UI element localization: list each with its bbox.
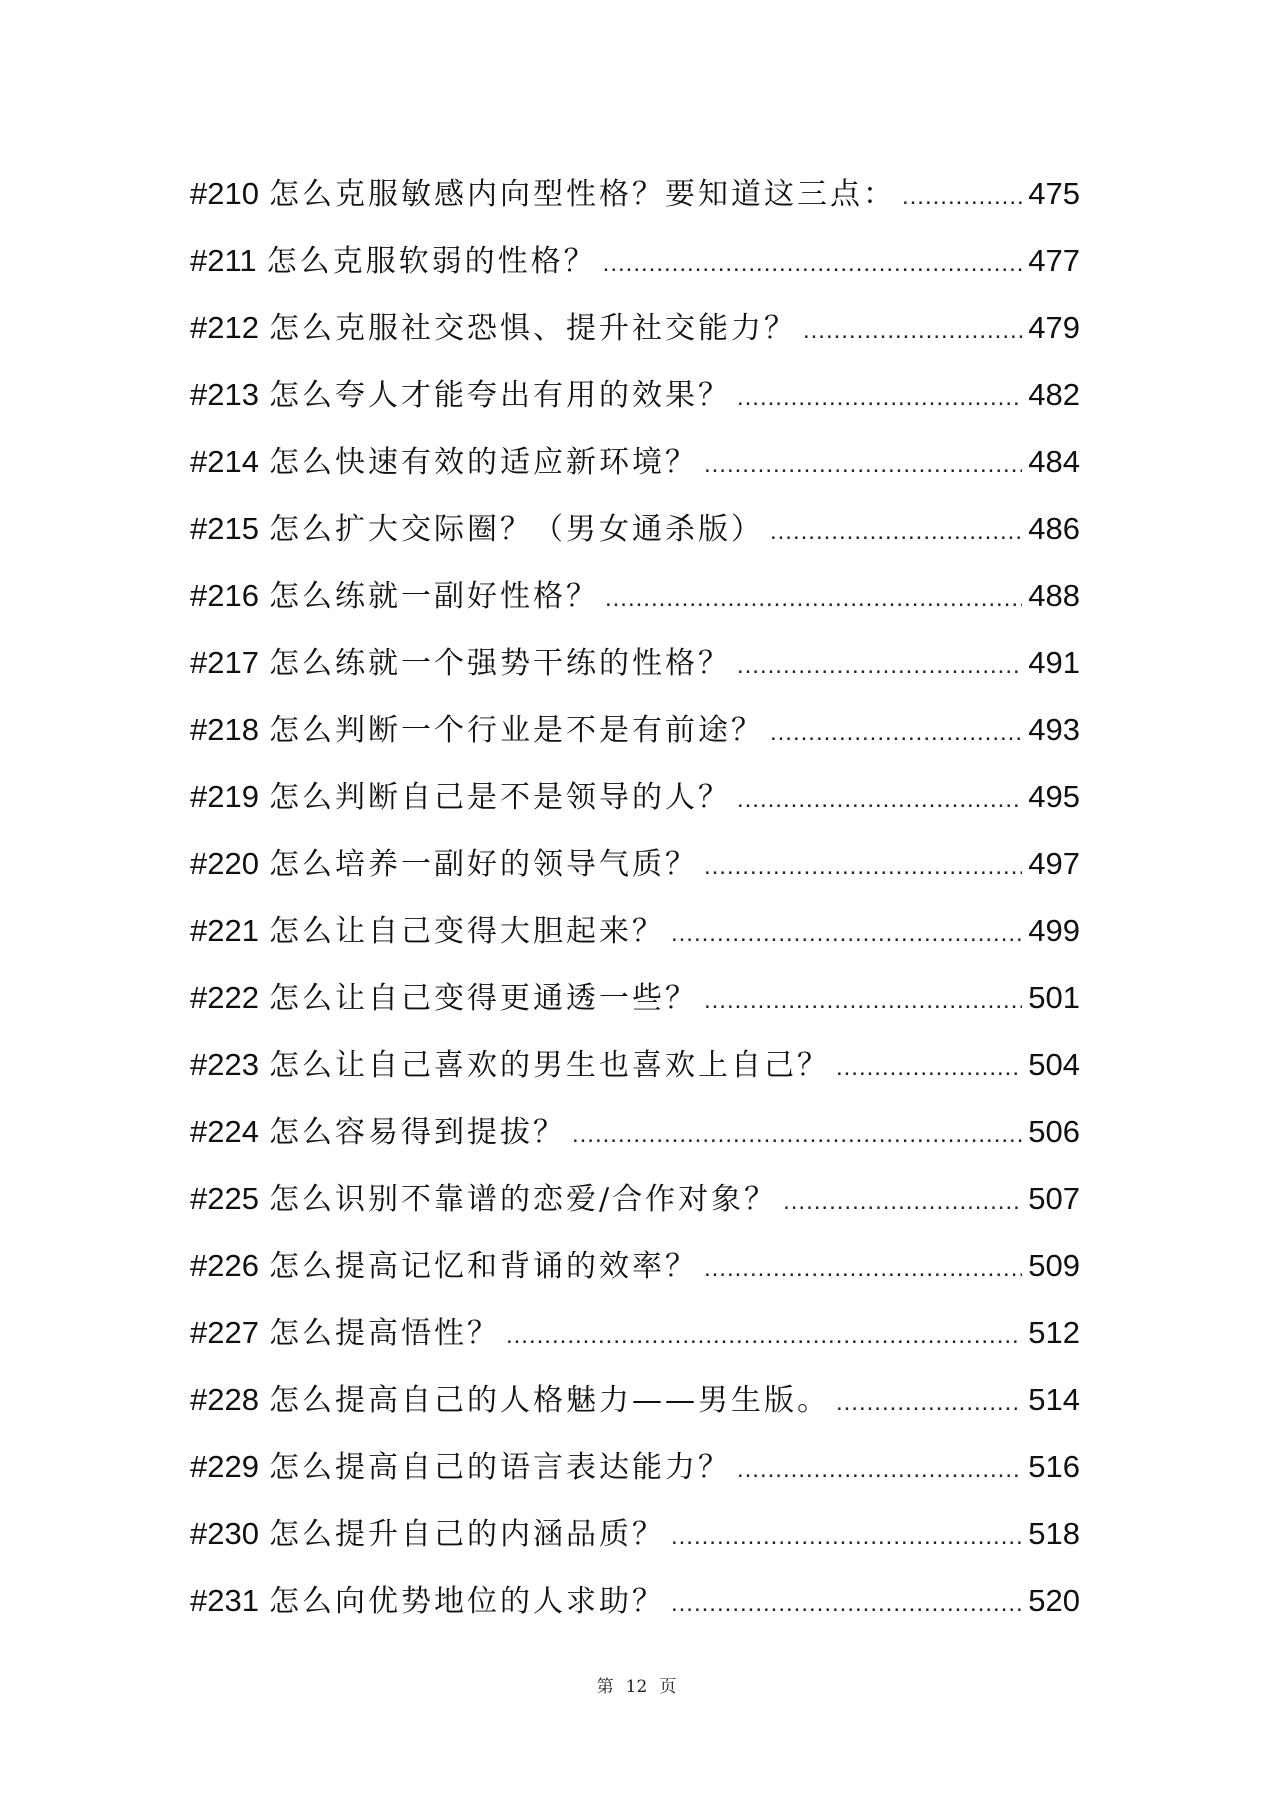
entry-title: 怎么让自己变得更通透一些？	[268, 981, 698, 1016]
entry-number: #230	[190, 1516, 259, 1551]
toc-entry[interactable]	[190, 629, 1080, 696]
entry-title: 怎么判断自己是不是领导的人？	[268, 780, 731, 815]
entry-page-number: 499	[1028, 913, 1080, 948]
toc-entry[interactable]	[190, 495, 1080, 562]
toc-entry[interactable]	[190, 897, 1080, 964]
toc-entry[interactable]	[190, 160, 1080, 227]
entry-page-number: 493	[1028, 712, 1080, 747]
entry-page-number: 518	[1028, 1516, 1080, 1551]
toc-entry[interactable]	[190, 227, 1080, 294]
toc-entry[interactable]	[190, 1098, 1080, 1165]
entry-title: 怎么提升自己的内涵品质？	[268, 1517, 665, 1552]
footer-prefix: 第	[596, 1677, 614, 1697]
entry-title: 怎么练就一副好性格？	[268, 579, 599, 614]
entry-title: 怎么提高悟性？	[268, 1316, 500, 1351]
entry-page-number: 507	[1028, 1181, 1080, 1216]
entry-number: #222	[190, 980, 259, 1015]
entry-page-number: 504	[1028, 1047, 1080, 1082]
entry-title: 怎么提高自己的人格魅力——男生版。	[268, 1383, 830, 1418]
dot-leader	[737, 766, 1022, 833]
dot-leader	[671, 1503, 1022, 1570]
entry-number: #228	[190, 1382, 259, 1417]
entry-page-number: 516	[1028, 1449, 1080, 1484]
entry-title: 怎么容易得到提拔？	[268, 1115, 566, 1150]
dot-leader	[737, 632, 1022, 699]
toc-entry[interactable]	[190, 1433, 1080, 1500]
entry-number: #211	[190, 243, 257, 278]
entry-number: #231	[190, 1583, 259, 1618]
page-footer	[0, 1672, 1273, 1697]
toc-entry[interactable]	[190, 1165, 1080, 1232]
entry-number: #221	[190, 913, 259, 948]
entry-page-number: 484	[1028, 444, 1080, 479]
entry-number: #216	[190, 578, 259, 613]
entry-title: 怎么夸人才能夸出有用的效果？	[268, 378, 731, 413]
dot-leader	[902, 163, 1022, 230]
entry-page-number: 520	[1028, 1583, 1080, 1618]
dot-leader	[704, 431, 1022, 498]
entry-page-number: 495	[1028, 779, 1080, 814]
dot-leader	[671, 900, 1022, 967]
entry-title: 怎么克服软弱的性格？	[266, 244, 597, 279]
dot-leader	[737, 364, 1022, 431]
entry-title: 怎么让自己喜欢的男生也喜欢上自己？	[268, 1048, 830, 1083]
dot-leader	[671, 1570, 1022, 1637]
dot-leader	[572, 1101, 1022, 1168]
dot-leader	[603, 230, 1023, 297]
dot-leader	[770, 498, 1022, 565]
entry-page-number: 509	[1028, 1248, 1080, 1283]
table-of-contents	[190, 160, 1080, 1634]
entry-page-number: 514	[1028, 1382, 1080, 1417]
dot-leader	[836, 1369, 1022, 1436]
entry-number: #220	[190, 846, 259, 881]
entry-number: #214	[190, 444, 259, 479]
dot-leader	[783, 1168, 1022, 1235]
toc-entry[interactable]	[190, 763, 1080, 830]
toc-entry[interactable]	[190, 1299, 1080, 1366]
toc-entry[interactable]	[190, 428, 1080, 495]
entry-page-number: 477	[1028, 243, 1080, 278]
entry-page-number: 475	[1028, 176, 1080, 211]
entry-title: 怎么让自己变得大胆起来？	[268, 914, 665, 949]
toc-entry[interactable]	[190, 294, 1080, 361]
entry-title: 怎么提高自己的语言表达能力？	[268, 1450, 731, 1485]
entry-title: 怎么练就一个强势干练的性格？	[268, 646, 731, 681]
entry-title: 怎么识别不靠谱的恋爱/合作对象？	[268, 1182, 778, 1217]
toc-entry[interactable]	[190, 1567, 1080, 1634]
entry-page-number: 488	[1028, 578, 1080, 613]
entry-page-number: 501	[1028, 980, 1080, 1015]
toc-entry[interactable]	[190, 361, 1080, 428]
footer-suffix: 页	[659, 1677, 677, 1697]
entry-page-number: 512	[1028, 1315, 1080, 1350]
entry-number: #213	[190, 377, 259, 412]
dot-leader	[704, 1235, 1022, 1302]
toc-entry[interactable]	[190, 1366, 1080, 1433]
toc-entry[interactable]	[190, 1031, 1080, 1098]
entry-number: #229	[190, 1449, 259, 1484]
entry-title: 怎么快速有效的适应新环境？	[268, 445, 698, 480]
dot-leader	[803, 297, 1022, 364]
entry-number: #217	[190, 645, 259, 680]
dot-leader	[836, 1034, 1022, 1101]
dot-leader	[704, 833, 1022, 900]
entry-title: 怎么克服社交恐惧、提升社交能力？	[268, 311, 797, 346]
toc-entry[interactable]	[190, 1500, 1080, 1567]
dot-leader	[506, 1302, 1022, 1369]
entry-number: #226	[190, 1248, 259, 1283]
entry-number: #210	[190, 176, 259, 211]
entry-title: 怎么扩大交际圈？（男女通杀版）	[268, 512, 764, 547]
entry-title: 怎么判断一个行业是不是有前途？	[268, 713, 764, 748]
entry-number: #218	[190, 712, 259, 747]
entry-page-number: 479	[1028, 310, 1080, 345]
dot-leader	[704, 967, 1022, 1034]
entry-title: 怎么克服敏感内向型性格？要知道这三点：	[268, 177, 896, 212]
entry-page-number: 497	[1028, 846, 1080, 881]
entry-title: 怎么培养一副好的领导气质？	[268, 847, 698, 882]
dot-leader	[737, 1436, 1022, 1503]
entry-page-number: 491	[1028, 645, 1080, 680]
toc-entry[interactable]	[190, 964, 1080, 1031]
entry-number: #215	[190, 511, 259, 546]
toc-entry[interactable]	[190, 696, 1080, 763]
entry-number: #212	[190, 310, 259, 345]
entry-page-number: 506	[1028, 1114, 1080, 1149]
toc-entry[interactable]	[190, 1232, 1080, 1299]
dot-leader	[605, 565, 1022, 632]
entry-title: 怎么提高记忆和背诵的效率？	[268, 1249, 698, 1284]
toc-entry[interactable]	[190, 562, 1080, 629]
footer-page-number: 12	[625, 1677, 648, 1697]
entry-number: #223	[190, 1047, 259, 1082]
entry-number: #219	[190, 779, 259, 814]
entry-page-number: 486	[1028, 511, 1080, 546]
entry-number: #224	[190, 1114, 259, 1149]
entry-number: #225	[190, 1181, 259, 1216]
entry-page-number: 482	[1028, 377, 1080, 412]
toc-entry[interactable]	[190, 830, 1080, 897]
entry-title: 怎么向优势地位的人求助？	[268, 1584, 665, 1619]
dot-leader	[770, 699, 1022, 766]
entry-number: #227	[190, 1315, 259, 1350]
